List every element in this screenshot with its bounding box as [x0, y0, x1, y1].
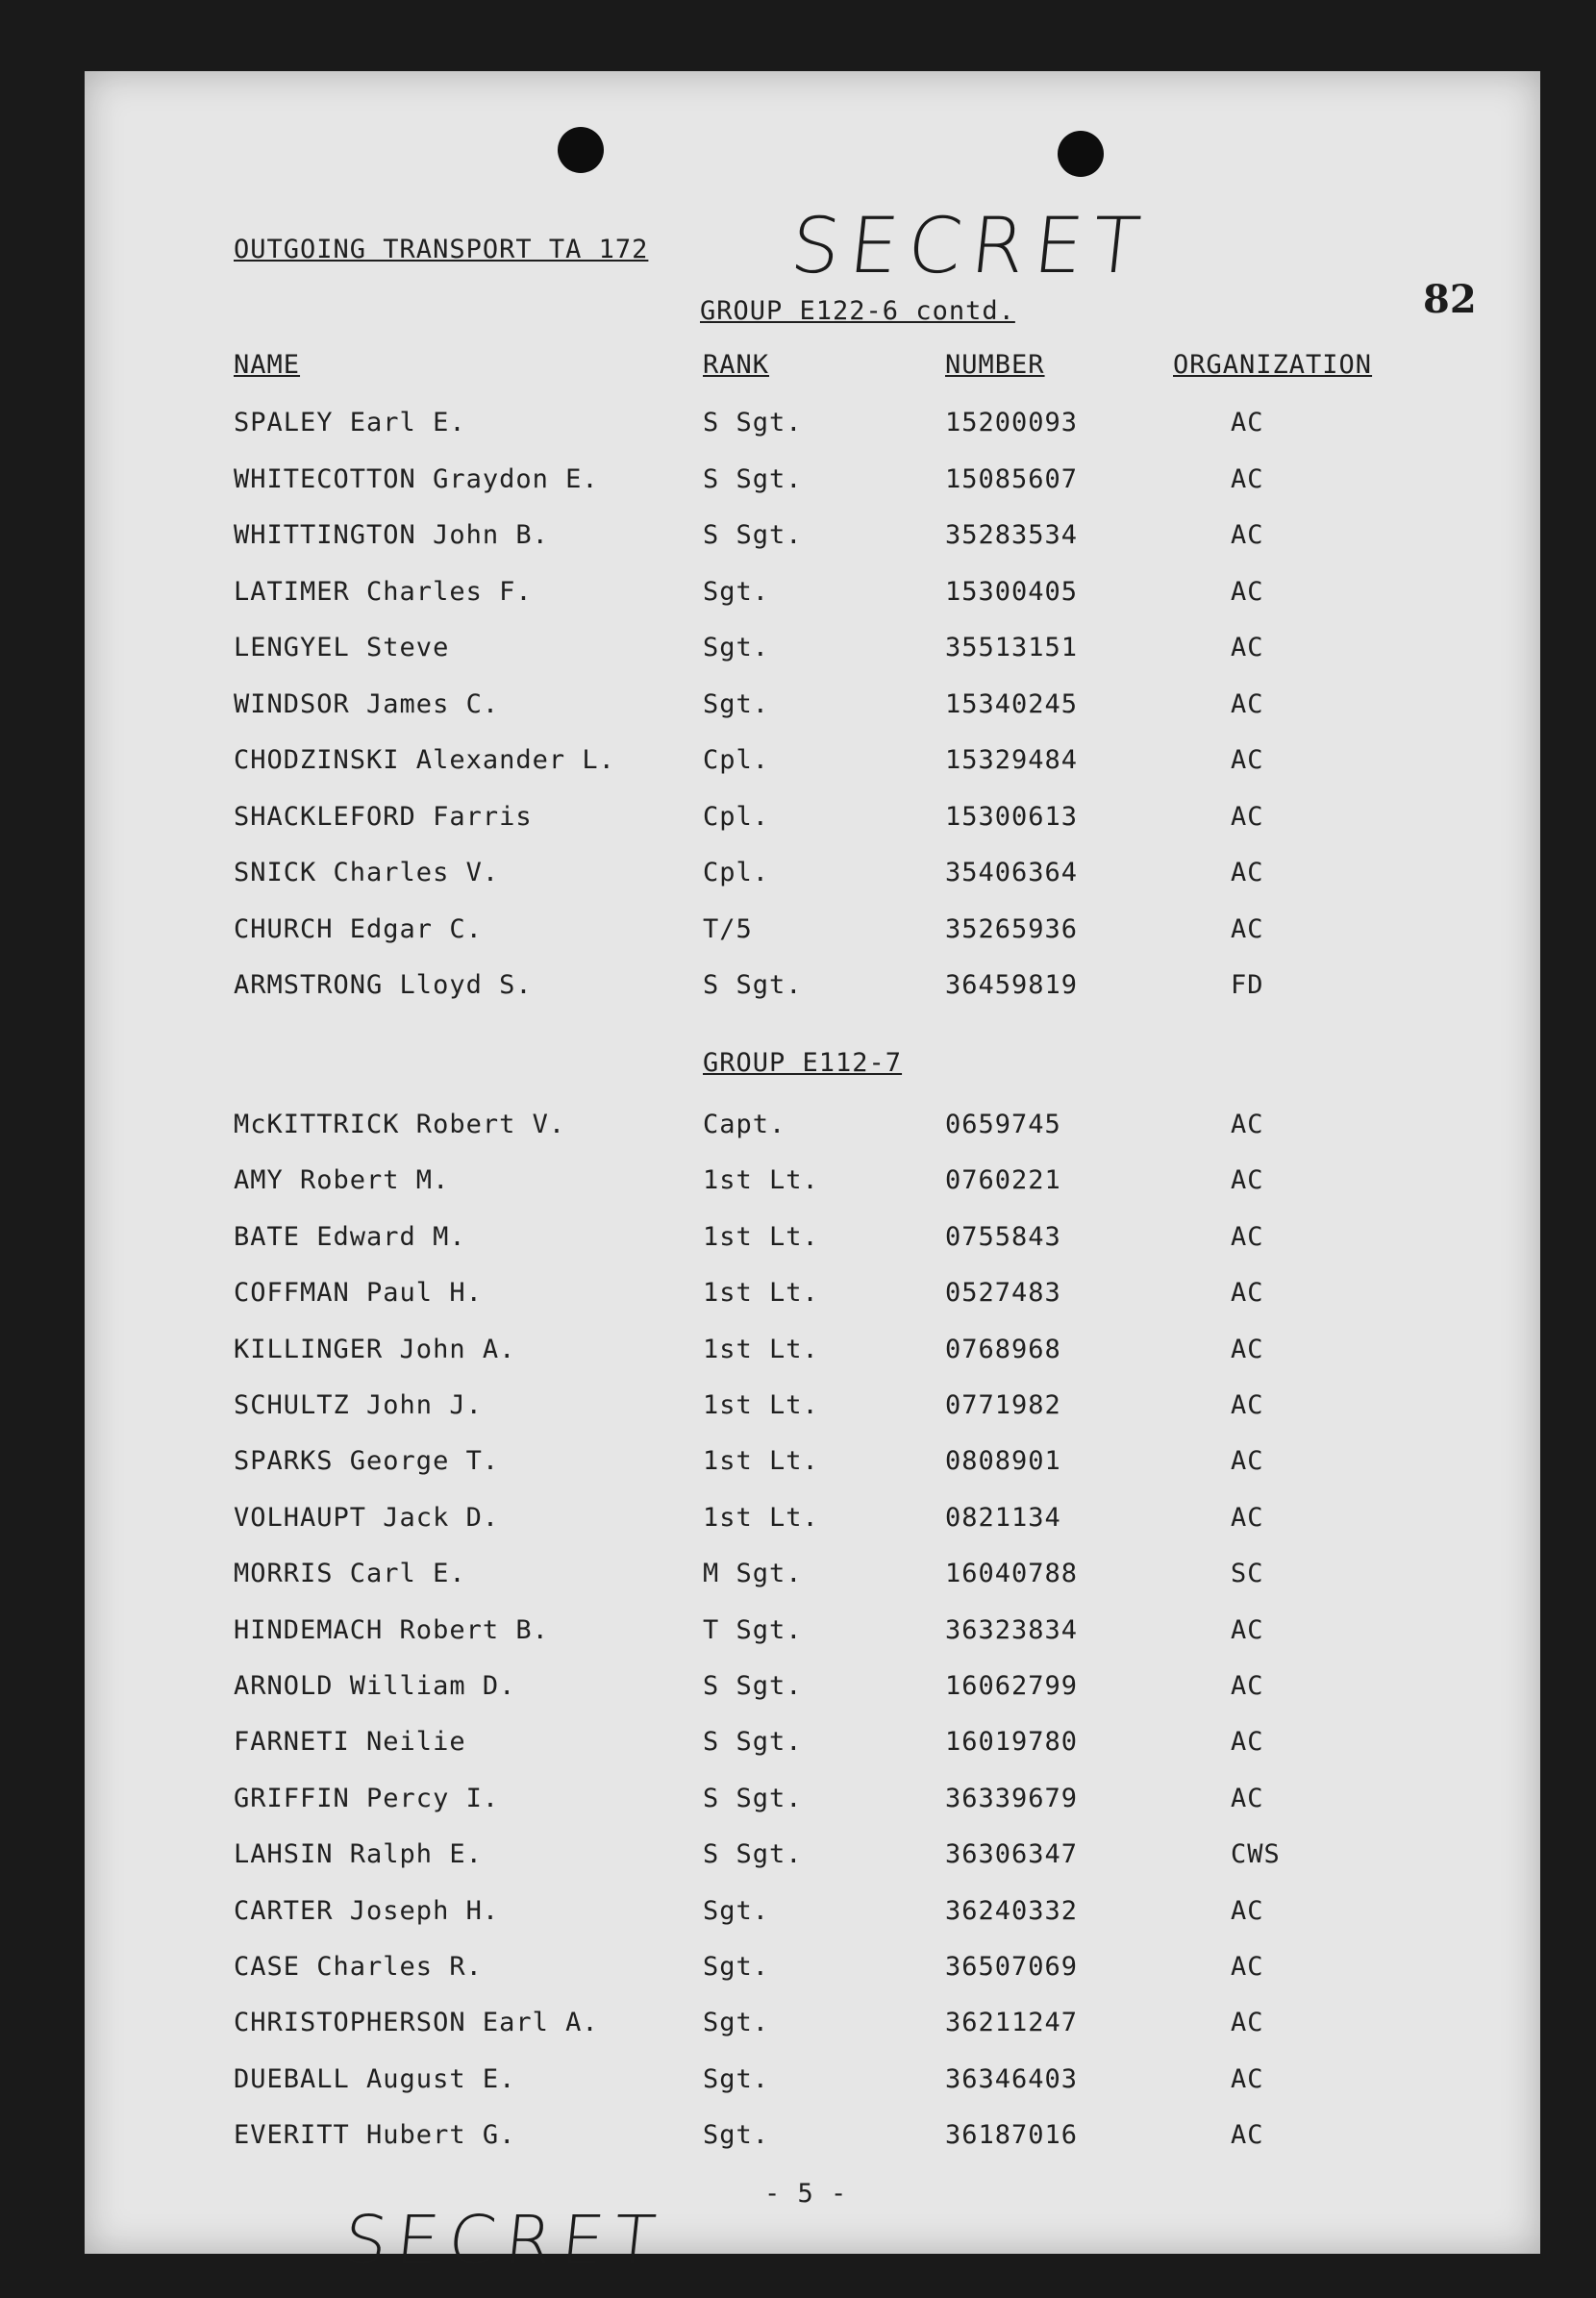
table-row — [85, 1839, 1540, 1878]
serial-number: 36187016 — [945, 2120, 1079, 2151]
organization: AC — [1231, 1614, 1264, 1645]
column-header-organization: ORGANIZATION — [1173, 350, 1373, 380]
organization: CWS — [1231, 1839, 1281, 1870]
serial-number: 15085607 — [945, 463, 1079, 494]
person-name: LATIMER Charles F. — [234, 576, 533, 607]
person-name: DUEBALL August E. — [234, 2063, 516, 2094]
person-rank: Sgt. — [703, 2063, 770, 2094]
person-name: LENGYEL Steve — [234, 633, 450, 662]
organization: AC — [1231, 1783, 1264, 1813]
table-row — [85, 633, 1540, 671]
person-rank: S Sgt. — [703, 1727, 803, 1758]
organization: AC — [1231, 745, 1264, 775]
table-row — [85, 464, 1540, 503]
person-name: SHACKLEFORD Farris — [234, 801, 533, 832]
group-heading-1: GROUP E122-6 contd. — [700, 296, 1015, 326]
person-rank: 1st Lt. — [703, 1165, 819, 1196]
person-rank: 1st Lt. — [703, 1390, 819, 1420]
table-row — [85, 2064, 1540, 2103]
column-header-name: NAME — [234, 350, 301, 380]
table-row — [85, 1952, 1540, 1990]
person-rank: M Sgt. — [703, 1559, 803, 1589]
organization: AC — [1231, 1110, 1264, 1139]
table-row — [85, 1110, 1540, 1148]
table-row — [85, 1896, 1540, 1935]
person-name: FARNETI Neilie — [234, 1727, 466, 1758]
serial-number: 15300613 — [945, 801, 1079, 832]
serial-number: 35283534 — [945, 520, 1079, 550]
person-name: CASE Charles R. — [234, 1952, 483, 1982]
person-rank: Sgt. — [703, 576, 770, 607]
serial-number: 0808901 — [945, 1446, 1061, 1477]
serial-number: 16062799 — [945, 1671, 1079, 1701]
table-row — [85, 1727, 1540, 1765]
person-rank: Cpl. — [703, 745, 770, 775]
table-row — [85, 1165, 1540, 1204]
organization: SC — [1231, 1559, 1264, 1589]
organization: AC — [1231, 1334, 1264, 1364]
person-name: CHURCH Edgar C. — [234, 913, 483, 944]
person-rank: Sgt. — [703, 1895, 770, 1926]
table-row — [85, 1784, 1540, 1822]
person-name: SCHULTZ John J. — [234, 1390, 483, 1420]
organization: AC — [1231, 1671, 1264, 1701]
person-name: ARMSTRONG Lloyd S. — [234, 970, 533, 1000]
person-rank: Sgt. — [703, 688, 770, 719]
organization: FD — [1231, 970, 1264, 1000]
person-rank: Cpl. — [703, 801, 770, 832]
table-row — [85, 2120, 1540, 2159]
organization: AC — [1231, 576, 1264, 607]
table-row — [85, 577, 1540, 615]
page-marker: - 5 - — [764, 2179, 848, 2209]
serial-number: 0527483 — [945, 1278, 1061, 1309]
organization: AC — [1231, 1727, 1264, 1758]
serial-number: 36211247 — [945, 2008, 1079, 2038]
table-row — [85, 1503, 1540, 1541]
organization: AC — [1231, 1390, 1264, 1420]
table-row — [85, 1222, 1540, 1261]
organization: AC — [1231, 913, 1264, 944]
serial-number: 16040788 — [945, 1559, 1079, 1589]
organization: AC — [1231, 520, 1264, 550]
person-name: BATE Edward M. — [234, 1221, 466, 1252]
serial-number: 36323834 — [945, 1614, 1079, 1645]
secret-stamp-top: SECRET — [786, 201, 1155, 290]
serial-number: 0821134 — [945, 1502, 1061, 1533]
document-page — [85, 71, 1540, 2280]
serial-number: 36240332 — [945, 1895, 1079, 1926]
person-rank: Cpl. — [703, 858, 770, 887]
serial-number: 15340245 — [945, 688, 1079, 719]
page-number: 82 — [1423, 277, 1477, 322]
table-row — [85, 970, 1540, 1009]
person-rank: 1st Lt. — [703, 1446, 819, 1477]
serial-number: 0755843 — [945, 1221, 1061, 1252]
organization: AC — [1231, 633, 1264, 662]
serial-number: 15200093 — [945, 408, 1079, 437]
organization: AC — [1231, 1165, 1264, 1196]
person-rank: 1st Lt. — [703, 1334, 819, 1364]
group-heading-2: GROUP E112-7 — [703, 1048, 903, 1078]
person-name: GRIFFIN Percy I. — [234, 1783, 500, 1813]
person-name: SNICK Charles V. — [234, 858, 500, 887]
serial-number: 36346403 — [945, 2063, 1079, 2094]
person-name: HINDEMACH Robert B. — [234, 1614, 549, 1645]
person-rank: 1st Lt. — [703, 1502, 819, 1533]
secret-stamp-bottom: SECRET — [339, 2201, 669, 2280]
serial-number: 36507069 — [945, 1952, 1079, 1982]
table-row — [85, 1390, 1540, 1429]
person-rank: S Sgt. — [703, 463, 803, 494]
organization: AC — [1231, 858, 1264, 887]
serial-number: 36459819 — [945, 970, 1079, 1000]
person-name: KILLINGER John A. — [234, 1334, 516, 1364]
table-row — [85, 1278, 1540, 1316]
table-row — [85, 408, 1540, 446]
table-row — [85, 802, 1540, 840]
organization: AC — [1231, 2063, 1264, 2094]
serial-number: 36306347 — [945, 1839, 1079, 1870]
person-name: WINDSOR James C. — [234, 688, 500, 719]
table-row — [85, 858, 1540, 896]
person-name: McKITTRICK Robert V. — [234, 1110, 566, 1139]
organization: AC — [1231, 688, 1264, 719]
person-rank: S Sgt. — [703, 1671, 803, 1701]
organization: AC — [1231, 2008, 1264, 2038]
person-rank: S Sgt. — [703, 408, 803, 437]
serial-number: 35265936 — [945, 913, 1079, 944]
table-row — [85, 1446, 1540, 1485]
person-name: CHRISTOPHERSON Earl A. — [234, 2008, 599, 2038]
organization: AC — [1231, 1895, 1264, 1926]
serial-number: 36339679 — [945, 1783, 1079, 1813]
person-name: CARTER Joseph H. — [234, 1895, 500, 1926]
table-row — [85, 1335, 1540, 1373]
organization: AC — [1231, 1446, 1264, 1477]
serial-number: 15300405 — [945, 576, 1079, 607]
person-rank: Capt. — [703, 1110, 786, 1139]
punch-hole-right — [1058, 131, 1104, 177]
table-row — [85, 914, 1540, 953]
organization: AC — [1231, 2120, 1264, 2151]
person-rank: T/5 — [703, 913, 753, 944]
person-name: SPALEY Earl E. — [234, 408, 466, 437]
person-rank: S Sgt. — [703, 970, 803, 1000]
column-header-number: NUMBER — [945, 350, 1045, 380]
organization: AC — [1231, 1221, 1264, 1252]
person-name: ARNOLD William D. — [234, 1671, 516, 1701]
document-title: OUTGOING TRANSPORT TA 172 — [234, 235, 649, 264]
person-name: LAHSIN Ralph E. — [234, 1839, 483, 1870]
person-rank: S Sgt. — [703, 1783, 803, 1813]
person-name: CHODZINSKI Alexander L. — [234, 745, 615, 775]
organization: AC — [1231, 408, 1264, 437]
person-rank: Sgt. — [703, 1952, 770, 1982]
organization: AC — [1231, 1952, 1264, 1982]
table-row — [85, 1559, 1540, 1597]
person-name: SPARKS George T. — [234, 1446, 500, 1477]
organization: AC — [1231, 801, 1264, 832]
person-rank: 1st Lt. — [703, 1221, 819, 1252]
person-rank: S Sgt. — [703, 1839, 803, 1870]
organization: AC — [1231, 463, 1264, 494]
table-row — [85, 1615, 1540, 1654]
serial-number: 0771982 — [945, 1390, 1061, 1420]
punch-hole-left — [558, 127, 604, 173]
table-row — [85, 520, 1540, 559]
person-name: AMY Robert M. — [234, 1165, 450, 1196]
serial-number: 35513151 — [945, 633, 1079, 662]
person-name: EVERITT Hubert G. — [234, 2120, 516, 2151]
person-rank: Sgt. — [703, 633, 770, 662]
serial-number: 0760221 — [945, 1165, 1061, 1196]
serial-number: 0659745 — [945, 1110, 1061, 1139]
serial-number: 0768968 — [945, 1334, 1061, 1364]
serial-number: 16019780 — [945, 1727, 1079, 1758]
person-name: COFFMAN Paul H. — [234, 1278, 483, 1309]
person-name: MORRIS Carl E. — [234, 1559, 466, 1589]
person-rank: 1st Lt. — [703, 1278, 819, 1309]
person-rank: Sgt. — [703, 2120, 770, 2151]
organization: AC — [1231, 1278, 1264, 1309]
person-name: WHITECOTTON Graydon E. — [234, 463, 599, 494]
table-row — [85, 2008, 1540, 2046]
organization: AC — [1231, 1502, 1264, 1533]
table-row — [85, 689, 1540, 728]
serial-number: 35406364 — [945, 858, 1079, 887]
person-rank: S Sgt. — [703, 520, 803, 550]
column-header-rank: RANK — [703, 350, 770, 380]
person-name: WHITTINGTON John B. — [234, 520, 549, 550]
table-row — [85, 1671, 1540, 1710]
person-rank: T Sgt. — [703, 1614, 803, 1645]
person-name: VOLHAUPT Jack D. — [234, 1502, 500, 1533]
table-row — [85, 745, 1540, 784]
serial-number: 15329484 — [945, 745, 1079, 775]
person-rank: Sgt. — [703, 2008, 770, 2038]
